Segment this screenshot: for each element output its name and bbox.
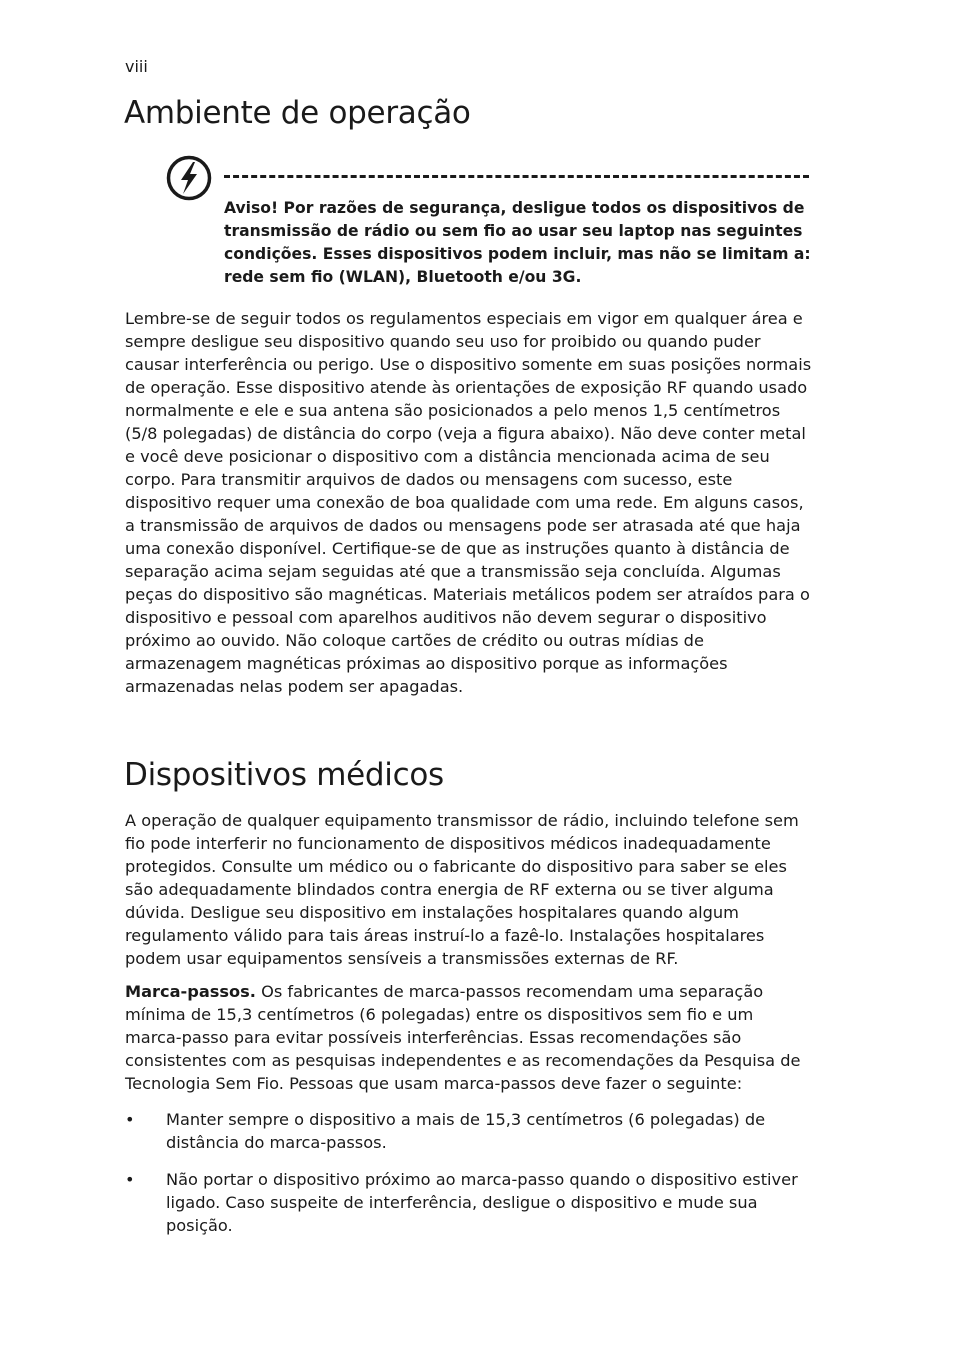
section-title-operating-environment: Ambiente de operação: [124, 95, 471, 131]
pacemaker-paragraph: [125, 980, 813, 1095]
section-title-medical-devices: Dispositivos médicos: [124, 757, 444, 793]
warning-lightning-icon: [166, 155, 212, 201]
operating-environment-paragraph: Lembre-se de seguir todos os regulamentos especiais em vigor em qualquer área e sempre desligue seu dispositivo quando seu uso for proibido ou quando puder causar interferência ou perigo. Use o dispositivo somente em suas posições normais de operação. Esse dispositivo atende às orientações de exposição RF quando usado normalmente e ele e sua antena são posicionados a pelo menos 1,5 centímetros (5/8 polegadas) de distância do corpo (veja a figura abaixo). Não deve conter metal e você deve posicionar o dispositivo com a distância mencionada acima de seu corpo. Para transmitir arquivos de dados ou mensagens com sucesso, este dispositivo requer uma conexão de boa qualidade com uma rede. Em alguns casos, a transmissão de arquivos de dados ou mensagens pode ser atrasada até que haja uma conexão disponível. Certifique-se de que as instruções quanto à distância de separação acima sejam seguidas até que a transmissão seja concluída. Algumas peças do dispositivo são magnéticas. Materiais metálicos podem ser atraídos para o dispositivo e pessoal com aparelhos auditivos não devem segurar o dispositivo próximo ao ouvido. Não coloque cartões de crédito ou outras mídias de armazenagem magnéticas próximas ao dispositivo porque as informações armazenadas nelas podem ser apagadas.: [125, 309, 812, 696]
bullet-icon: •: [125, 1170, 135, 1189]
page-number: viii: [125, 57, 148, 76]
list-item-text: Não portar o dispositivo próximo ao marca-passo quando o dispositivo estiver ligado. Caso suspeite de interferência, desligue o dispositivo e mude sua posição.: [166, 1170, 798, 1235]
bullet-icon: •: [125, 1110, 135, 1129]
warning-divider: [224, 175, 809, 178]
warning-text: Aviso! Por razões de segurança, desligue todos os dispositivos de transmissão de rádio ou sem fio ao usar seu laptop nas seguintes condições. Esses dispositivos podem incluir, mas não se limitam a: rede sem fio (WLAN), Bluetooth e/ou 3G.: [224, 199, 811, 286]
list-item-text: Manter sempre o dispositivo a mais de 15,3 centímetros (6 polegadas) de distância do marca-passos.: [166, 1110, 766, 1152]
medical-devices-paragraph: A operação de qualquer equipamento transmissor de rádio, incluindo telefone sem fio pode interferir no funcionamento de dispositivos médicos inadequadamente protegidos. Consulte um médico ou o fabricante do dispositivo para saber se eles são adequadamente blindados contra energia de RF externa ou se tiver alguma dúvida. Desligue seu dispositivo em instalações hospitalares quando algum regulamento válido para tais áreas instruí-lo a fazê-lo. Instalações hospitalares podem usar equipamentos sensíveis a transmissões externas de RF.: [125, 811, 799, 968]
pacemaker-body: Os fabricantes de marca-passos recomendam uma separação mínima de 15,3 centímetros (6 polegadas) entre os dispositivos sem fio e um marca-passo para evitar possíveis interferências. Essas recomendações são consistentes com as pesquisas independentes e as recomendações da Pesquisa de Tecnologia Sem Fio. Pessoas que usam marca-passos deve fazer o seguinte:: [125, 982, 801, 1093]
pacemaker-lead: Marca-passos.: [125, 982, 256, 1001]
